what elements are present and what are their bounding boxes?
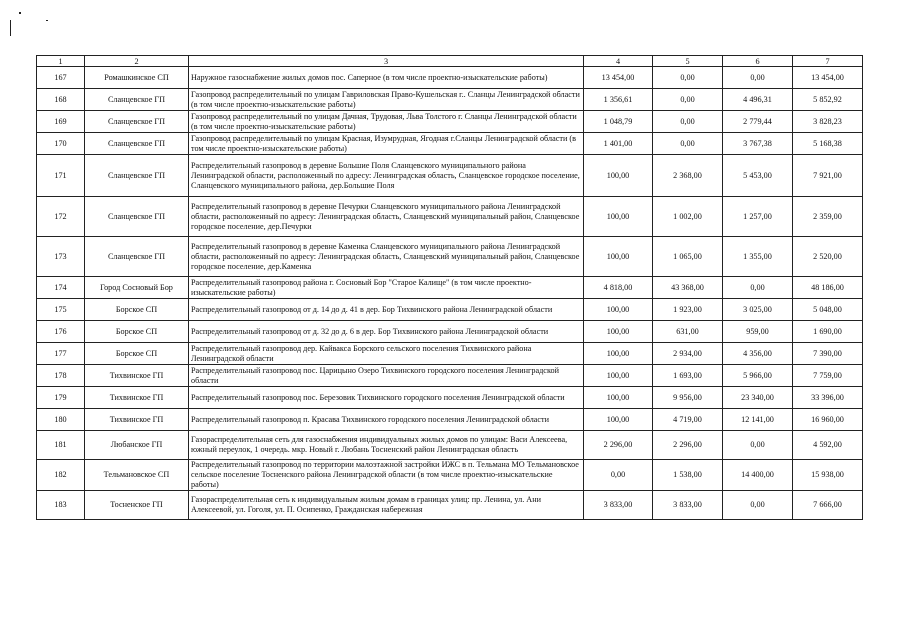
value-col-4: 100,00 — [584, 299, 653, 321]
value-col-5: 1 002,00 — [653, 197, 723, 237]
value-col-4: 100,00 — [584, 197, 653, 237]
gas-pipeline-table — [36, 55, 863, 520]
row-number: 173 — [37, 237, 85, 277]
value-col-7: 3 828,23 — [793, 111, 863, 133]
value-col-4: 1 048,79 — [584, 111, 653, 133]
value-col-5: 2 296,00 — [653, 431, 723, 460]
value-col-5: 1 923,00 — [653, 299, 723, 321]
column-header: 2 — [85, 56, 189, 67]
value-col-5: 631,00 — [653, 321, 723, 343]
value-col-5: 1 065,00 — [653, 237, 723, 277]
value-col-7: 7 666,00 — [793, 491, 863, 520]
settlement-name: Сланцевское ГП — [85, 197, 189, 237]
value-col-7: 4 592,00 — [793, 431, 863, 460]
object-description: Газопровод распределительный по улицам Красная, Изумрудная, Ягодная г.Сланцы Ленинградской области (в том числе проектно-изыскательские работы) — [189, 133, 584, 155]
value-col-4: 4 818,00 — [584, 277, 653, 299]
row-number: 174 — [37, 277, 85, 299]
value-col-6: 5 453,00 — [723, 155, 793, 197]
settlement-name: Город Сосновый Бор — [85, 277, 189, 299]
value-col-7: 5 048,00 — [793, 299, 863, 321]
table-row — [37, 365, 863, 387]
value-col-6: 0,00 — [723, 491, 793, 520]
table-row — [37, 277, 863, 299]
value-col-5: 1 538,00 — [653, 460, 723, 491]
value-col-7: 7 390,00 — [793, 343, 863, 365]
value-col-7: 13 454,00 — [793, 67, 863, 89]
value-col-4: 3 833,00 — [584, 491, 653, 520]
settlement-name: Любанское ГП — [85, 431, 189, 460]
table-row — [37, 431, 863, 460]
row-number: 182 — [37, 460, 85, 491]
settlement-name: Сланцевское ГП — [85, 111, 189, 133]
scan-mark — [10, 20, 11, 36]
table-row — [37, 237, 863, 277]
object-description: Распределительный газопровод в деревне Печурки Сланцевского муниципального района Ленинградской области, расположенный по адресу: Ленинградская область, Сланцевский муниципальный район, Сланцевское городское поселение, дер.Печурки — [189, 197, 584, 237]
value-col-6: 1 257,00 — [723, 197, 793, 237]
row-number: 176 — [37, 321, 85, 343]
value-col-7: 5 168,38 — [793, 133, 863, 155]
value-col-5: 9 956,00 — [653, 387, 723, 409]
object-description: Распределительный газопровод от д. 14 до д. 41 в дер. Бор Тихвинского района Ленинградской области — [189, 299, 584, 321]
table-row — [37, 387, 863, 409]
value-col-7: 33 396,00 — [793, 387, 863, 409]
object-description: Распределительный газопровод по территории малоэтажной застройки ИЖС в п. Тельмана МО Тельмановское сельское поселение Тосненского района Ленинградской области (в том числе проектно-изыскательские работы) — [189, 460, 584, 491]
value-col-7: 1 690,00 — [793, 321, 863, 343]
settlement-name: Тихвинское ГП — [85, 409, 189, 431]
row-number: 169 — [37, 111, 85, 133]
scan-dot — [19, 12, 21, 14]
value-col-6: 3 767,38 — [723, 133, 793, 155]
column-header: 3 — [189, 56, 584, 67]
value-col-4: 100,00 — [584, 409, 653, 431]
value-col-6: 23 340,00 — [723, 387, 793, 409]
value-col-4: 100,00 — [584, 387, 653, 409]
value-col-7: 7 759,00 — [793, 365, 863, 387]
row-number: 179 — [37, 387, 85, 409]
table-row — [37, 67, 863, 89]
row-number: 183 — [37, 491, 85, 520]
scan-dot — [46, 20, 48, 21]
row-number: 181 — [37, 431, 85, 460]
value-col-4: 100,00 — [584, 365, 653, 387]
object-description: Распределительный газопровод пос. Царицыно Озеро Тихвинского городского поселения Ленинградской области — [189, 365, 584, 387]
value-col-4: 100,00 — [584, 343, 653, 365]
object-description: Распределительный газопровод района г. Сосновый Бор "Старое Калище" (в том числе проектно-изыскательские работы) — [189, 277, 584, 299]
object-description: Распределительный газопровод в деревне Большие Поля Сланцевского муниципального района Ленинградской области, расположенный по адресу: Ленинградская область, Сланцевское городское поселение, Сланцевского муниципального района, дер.Большие Поля — [189, 155, 584, 197]
value-col-4: 0,00 — [584, 460, 653, 491]
row-number: 177 — [37, 343, 85, 365]
value-col-7: 16 960,00 — [793, 409, 863, 431]
table-row — [37, 460, 863, 491]
value-col-6: 0,00 — [723, 67, 793, 89]
value-col-5: 43 368,00 — [653, 277, 723, 299]
value-col-4: 2 296,00 — [584, 431, 653, 460]
settlement-name: Сланцевское ГП — [85, 237, 189, 277]
table-row — [37, 299, 863, 321]
value-col-4: 13 454,00 — [584, 67, 653, 89]
value-col-4: 100,00 — [584, 321, 653, 343]
table-row — [37, 155, 863, 197]
header-row — [37, 56, 863, 67]
object-description: Распределительный газопровод п. Красава Тихвинского городского поселения Ленинградской области — [189, 409, 584, 431]
value-col-7: 5 852,92 — [793, 89, 863, 111]
object-description: Газораспределительная сеть к индивидуальным жилым домам в границах улиц: пр. Ленина, ул. Ани Алексеевой, ул. Гоголя, ул. П. Осипенко, Гражданская набережная — [189, 491, 584, 520]
value-col-5: 1 693,00 — [653, 365, 723, 387]
object-description: Распределительный газопровод дер. Кайвакса Борского сельского поселения Тихвинского района Ленинградской области — [189, 343, 584, 365]
row-number: 178 — [37, 365, 85, 387]
value-col-6: 4 356,00 — [723, 343, 793, 365]
value-col-5: 3 833,00 — [653, 491, 723, 520]
settlement-name: Тосненское ГП — [85, 491, 189, 520]
settlement-name: Сланцевское ГП — [85, 89, 189, 111]
settlement-name: Тихвинское ГП — [85, 365, 189, 387]
value-col-7: 2 359,00 — [793, 197, 863, 237]
value-col-5: 0,00 — [653, 133, 723, 155]
object-description: Газопровод распределительный по улицам Гавриловская Право-Кушельская г.. Сланцы Ленинградской области (в том числе проектно-изыскательские работы) — [189, 89, 584, 111]
value-col-7: 7 921,00 — [793, 155, 863, 197]
object-description: Распределительный газопровод в деревне Каменка Сланцевского муниципального района Ленинградской области, расположенный по адресу: Ленинградская область, Сланцевский муниципальный район, Сланцевское городское поселение, дер.Каменка — [189, 237, 584, 277]
value-col-6: 0,00 — [723, 277, 793, 299]
table-row — [37, 133, 863, 155]
settlement-name: Борское СП — [85, 343, 189, 365]
value-col-6: 2 779,44 — [723, 111, 793, 133]
row-number: 172 — [37, 197, 85, 237]
column-header: 5 — [653, 56, 723, 67]
value-col-6: 5 966,00 — [723, 365, 793, 387]
value-col-5: 0,00 — [653, 89, 723, 111]
value-col-5: 4 719,00 — [653, 409, 723, 431]
object-description: Наружное газоснабжение жилых домов пос. Саперное (в том числе проектно-изыскательские работы) — [189, 67, 584, 89]
settlement-name: Тихвинское ГП — [85, 387, 189, 409]
settlement-name: Борское СП — [85, 321, 189, 343]
column-header: 1 — [37, 56, 85, 67]
value-col-6: 14 400,00 — [723, 460, 793, 491]
row-number: 175 — [37, 299, 85, 321]
settlement-name: Сланцевское ГП — [85, 133, 189, 155]
settlement-name: Ромашкинское СП — [85, 67, 189, 89]
row-number: 171 — [37, 155, 85, 197]
value-col-7: 48 186,00 — [793, 277, 863, 299]
value-col-7: 2 520,00 — [793, 237, 863, 277]
value-col-5: 2 368,00 — [653, 155, 723, 197]
row-number: 167 — [37, 67, 85, 89]
column-header: 6 — [723, 56, 793, 67]
row-number: 170 — [37, 133, 85, 155]
value-col-7: 15 938,00 — [793, 460, 863, 491]
value-col-6: 4 496,31 — [723, 89, 793, 111]
row-number: 168 — [37, 89, 85, 111]
object-description: Распределительный газопровод от д. 32 до д. 6 в дер. Бор Тихвинского района Ленинградской области — [189, 321, 584, 343]
table-row — [37, 197, 863, 237]
value-col-4: 100,00 — [584, 237, 653, 277]
table-row — [37, 343, 863, 365]
settlement-name: Борское СП — [85, 299, 189, 321]
value-col-5: 2 934,00 — [653, 343, 723, 365]
settlement-name: Тельмановское СП — [85, 460, 189, 491]
value-col-6: 1 355,00 — [723, 237, 793, 277]
object-description: Газопровод распределительный по улицам Дачная, Трудовая, Льва Толстого г. Сланцы Ленинградской области (в том числе проектно-изыскательские работы) — [189, 111, 584, 133]
table-row — [37, 111, 863, 133]
object-description: Газораспределительная сеть для газоснабжения индивидуальных жилых домов по улицам: Васи Алексеева, южный переулок, 1 очередь. мкр. Новый г. Любань Тосненский район Ленинградская область — [189, 431, 584, 460]
settlement-name: Сланцевское ГП — [85, 155, 189, 197]
value-col-6: 0,00 — [723, 431, 793, 460]
value-col-4: 100,00 — [584, 155, 653, 197]
value-col-5: 0,00 — [653, 67, 723, 89]
value-col-4: 1 401,00 — [584, 133, 653, 155]
value-col-6: 3 025,00 — [723, 299, 793, 321]
object-description: Распределительный газопровод пос. Березовик Тихвинского городского поселения Ленинградской области — [189, 387, 584, 409]
column-header: 4 — [584, 56, 653, 67]
row-number: 180 — [37, 409, 85, 431]
table-row — [37, 321, 863, 343]
column-header: 7 — [793, 56, 863, 67]
table-row — [37, 89, 863, 111]
table-row — [37, 491, 863, 520]
value-col-6: 959,00 — [723, 321, 793, 343]
value-col-5: 0,00 — [653, 111, 723, 133]
table-row — [37, 409, 863, 431]
value-col-6: 12 141,00 — [723, 409, 793, 431]
value-col-4: 1 356,61 — [584, 89, 653, 111]
